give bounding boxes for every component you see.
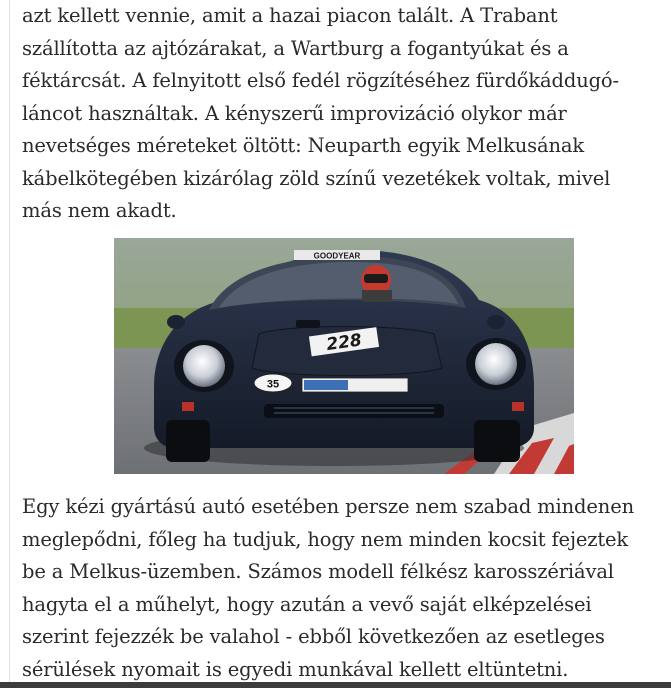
paragraph-line: nevetséges méreteket öltött: Neuparth egyik Melkusának (22, 134, 585, 157)
paragraph-line: azt kellett vennie, amit a hazai piacon talált. A Trabant (22, 4, 558, 27)
bottom-scroll-bar[interactable] (0, 682, 671, 688)
paragraph-line: Egy kézi gyártású autó esetében persze nem szabad mindenen (22, 495, 634, 518)
paragraph-line: hagyta el a műhelyt, hogy azután a vevő saját elképzelései (22, 592, 592, 616)
windshield-banner-text: GOODYEAR (313, 251, 361, 261)
paragraph-line: szerint fejezzék be valahol - ebből következően az esetleges (22, 625, 605, 648)
paragraph-line: más nem akadt. (22, 199, 177, 222)
paragraph-line: meglepődni, főleg ha tudjuk, hogy nem minden kocsit fejeztek (22, 527, 629, 551)
paragraph-line: féktárcsát. A felnyitott első fedél rögzítéséhez fürdőkáddugó- (22, 69, 619, 92)
hood-number-text: 228 (325, 330, 364, 356)
article-paragraph-2 (22, 491, 662, 686)
paragraph-line: kábelkötegében kizárólag zöld színű vezetékek voltak, mivel (22, 166, 611, 190)
paragraph-line: be a Melkus-üzemben. Számos modell félkész karosszériával (22, 560, 614, 583)
paragraph-line: sérülések nyomait is egyedi munkával kellett eltüntetni. (22, 657, 569, 681)
paragraph-line: szállította az ajtózárakat, a Wartburg a fogantyúkat és a (22, 36, 569, 60)
article-photo-melkus-race-car (114, 238, 574, 474)
left-margin-rule (9, 0, 10, 688)
paragraph-line: láncot használtak. A kényszerű improvizáció olykor már (22, 101, 567, 125)
race-number-text: 35 (266, 378, 280, 391)
article-paragraph-1 (22, 0, 662, 228)
